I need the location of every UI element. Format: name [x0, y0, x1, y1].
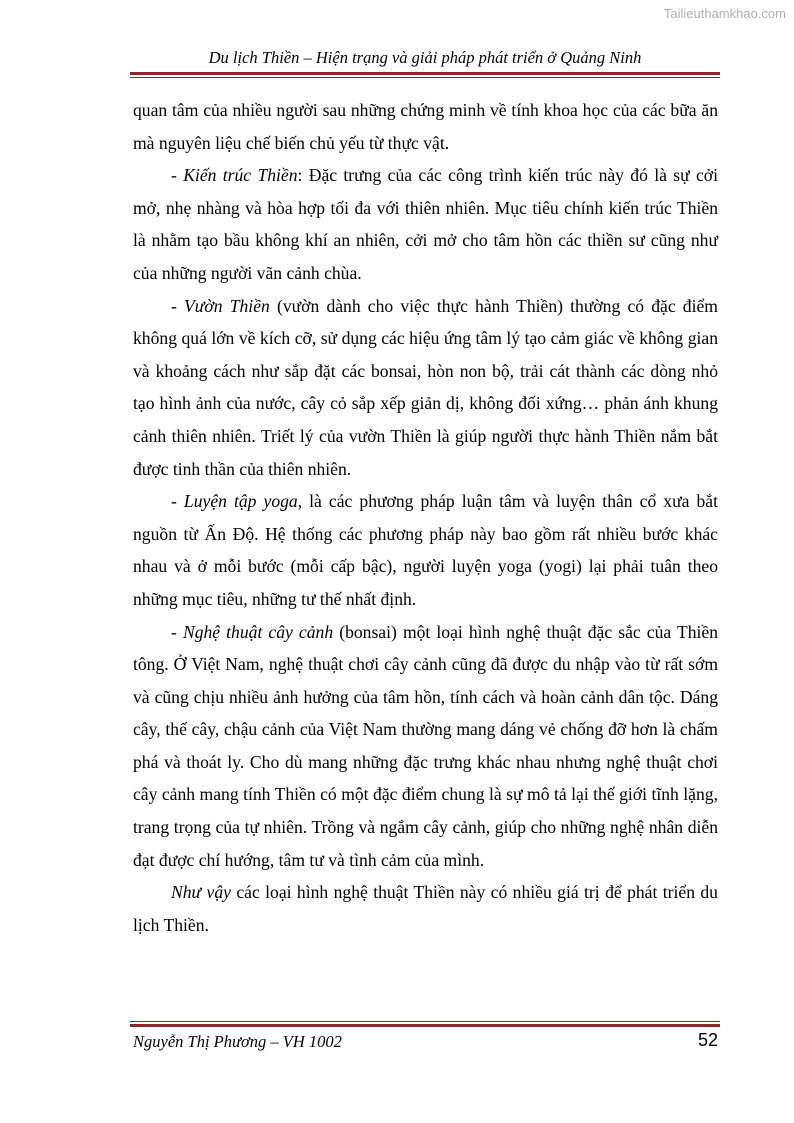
footer-rule-thin [130, 1021, 720, 1022]
footer-author: Nguyễn Thị Phương – VH 1002 [133, 1032, 342, 1051]
term-conclusion: Như vậy [171, 882, 231, 903]
footer-rule-thick [130, 1024, 720, 1027]
list-dash: - [171, 621, 183, 642]
header-rule-thick [130, 72, 720, 75]
paragraph-text: : Đặc trưng của các công trình kiến trúc này đó là sự cởi mở, nhẹ nhàng và hòa hợp tối đa với thiên nhiên. Mục tiêu chính kiến trúc Thiền là nhằm tạo bầu không khí an nhiên, cởi mở cho tâm hồn các thiền sư cũng như của những người vãn cảnh chùa. [133, 165, 718, 283]
paragraph-text: (vườn dành cho việc thực hành Thiền) thường có đặc điểm không quá lớn về kích cỡ, sử dụng các hiệu ứng tâm lý tạo cảm giác về không gian và khoảng cách như sắp đặt các bonsai, hòn non bộ, trải cát thành các dòng nhỏ tạo hình ảnh của nước, cây cỏ sắp xếp giản dị, không đối xứng… phản ánh khung cảnh thiên nhiên. Triết lý của vườn Thiền là giúp người thực hành Thiền nắm bắt được tinh thần của thiên nhiên. [133, 295, 718, 479]
paragraph-zen-garden [133, 290, 718, 486]
page-body [133, 94, 718, 941]
paragraph-1: quan tâm của nhiều người sau những chứng minh về tính khoa học của các bữa ăn mà nguyên liệu chế biến chủ yếu từ thực vật. [133, 100, 718, 153]
paragraph-bonsai [133, 616, 718, 877]
list-dash: - [171, 491, 184, 512]
paragraph-yoga [133, 485, 718, 615]
header-rule-thin [130, 77, 720, 78]
term-zen-garden: Vườn Thiền [184, 295, 270, 316]
term-bonsai: Nghệ thuật cây cảnh [182, 621, 334, 642]
list-dash: - [171, 295, 185, 316]
paragraph-text: , là các phương pháp luận tâm và luyện thân cổ xưa bắt nguồn từ Ấn Độ. Hệ thống các phương pháp này bao gồm rất nhiều bước khác nhau và ở mỗi bước (mỗi cấp bậc), người luyện yoga (yogi) lại phải tuân theo những mục tiêu, những tư thế nhất định. [133, 491, 718, 609]
paragraph-text: (bonsai) một loại hình nghệ thuật đặc sắc của Thiền tông. Ở Việt Nam, nghệ thuật chơi cây cảnh cũng đã được du nhập vào từ rất sớm và cũng chịu nhiều ảnh hưởng của tâm hồn, tính cách và hoàn cảnh dân tộc. Dáng cây, thế cây, chậu cảnh của Việt Nam thường mang dáng vẻ chống đỡ hơn là chấm phá và thoát ly. Cho dù mang những đặc trưng khác nhau nhưng nghệ thuật chơi cây cảnh mang tính Thiền có một đặc điểm chung là sự mô tả lại thế giới tĩnh lặng, trang trọng của tự nhiên. Trồng và ngắm cây cảnh, giúp cho những nghệ nhân diễn đạt được chí hướng, tâm tư và tình cảm của mình. [133, 621, 719, 870]
watermark: Tailieuthamkhao.com [663, 6, 786, 21]
term-yoga: Luyện tập yoga [183, 491, 298, 512]
list-dash: - [171, 165, 184, 186]
paragraph-text: các loại hình nghệ thuật Thiền này có nhiều giá trị để phát triển du lịch Thiền. [133, 882, 718, 935]
page-number: 52 [697, 1030, 718, 1050]
running-header-title: Du lịch Thiền – Hiện trạng và giải pháp phát triển ở Quảng Ninh [208, 48, 642, 67]
paragraph-zen-architecture [133, 159, 718, 289]
paragraph-conclusion [133, 876, 718, 941]
term-zen-architecture: Kiến trúc Thiền [183, 165, 298, 186]
